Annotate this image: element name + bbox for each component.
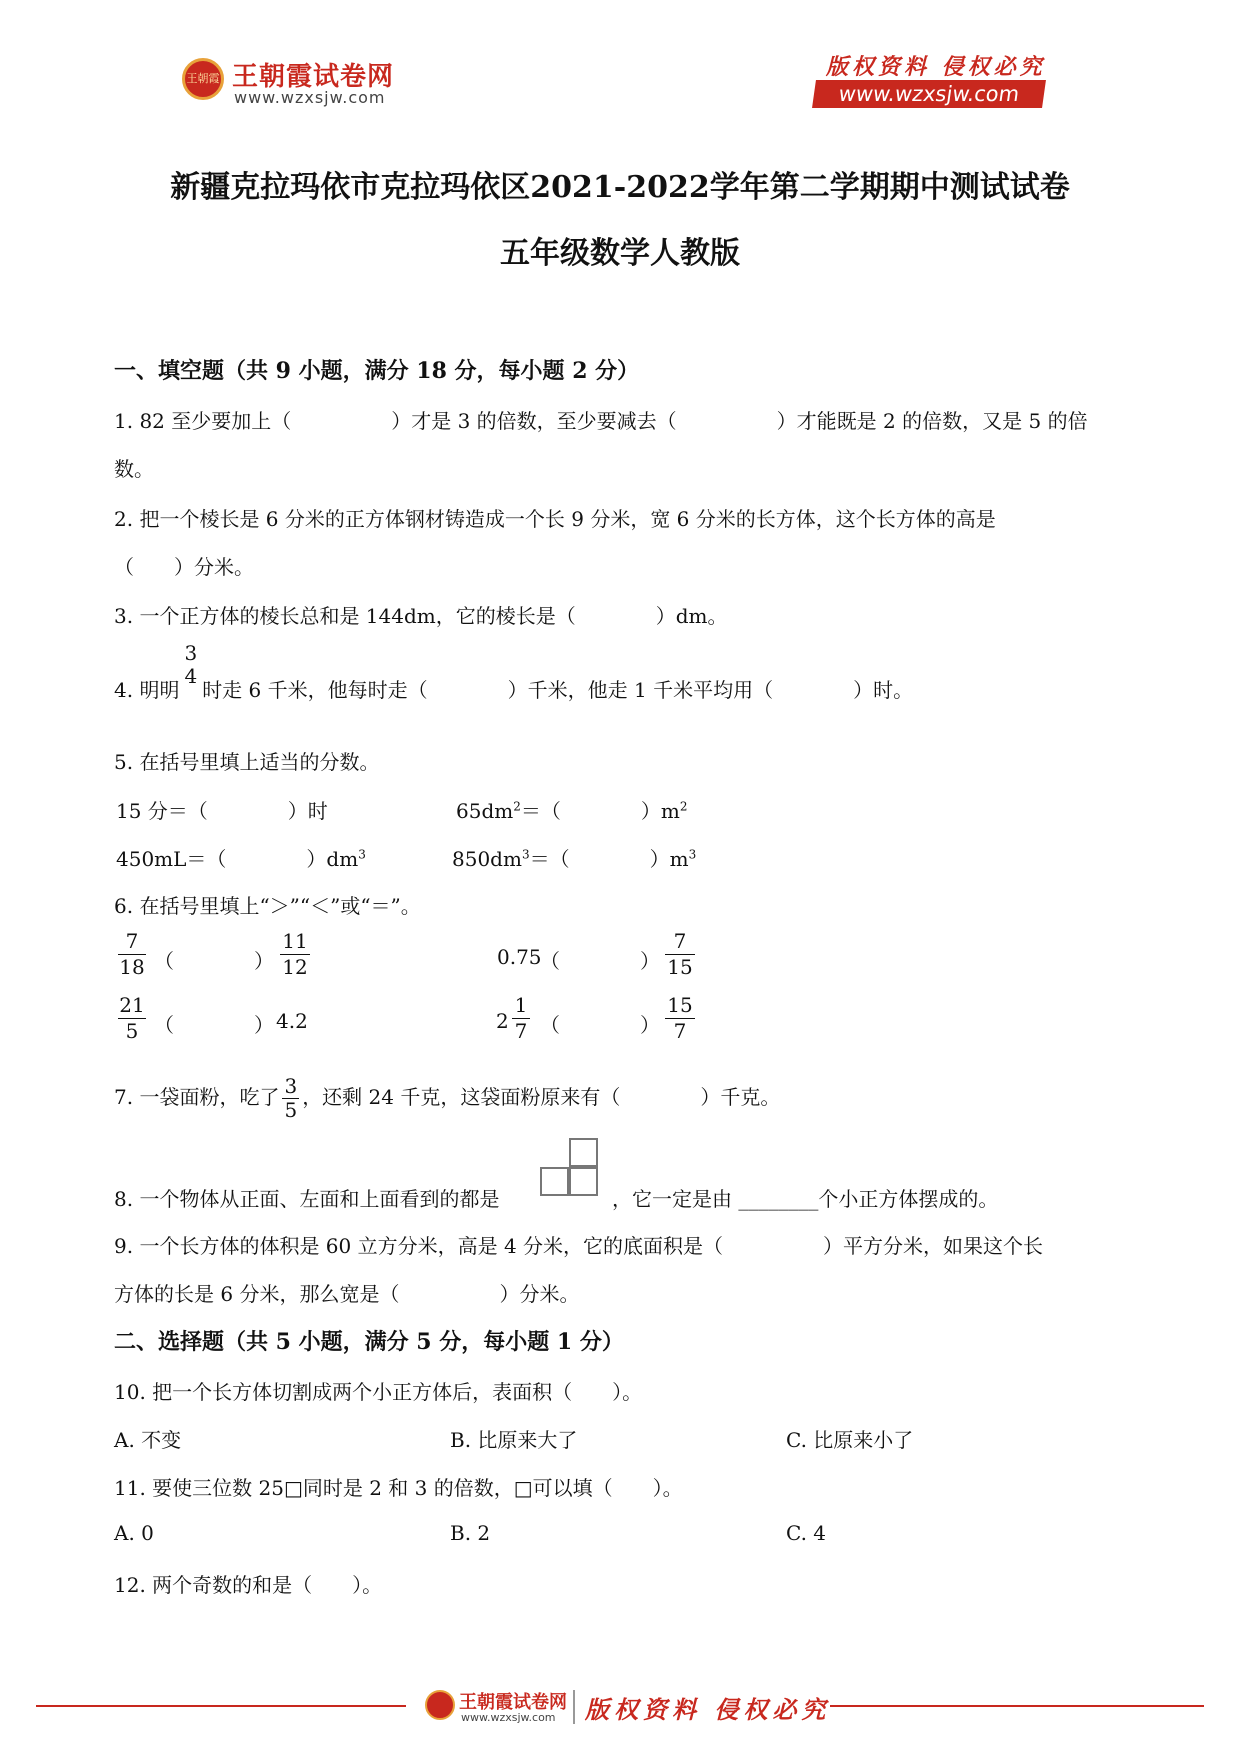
logo-name: 王朝霞试卷网 — [232, 62, 395, 92]
fraction-denominator: 15 — [665, 954, 695, 980]
logo-url: www.wzxsjw.com — [234, 88, 386, 107]
question-7-prefix: 7. 一袋面粉，吃了 — [114, 1085, 280, 1109]
footer-logo-url: www.wzxsjw.com — [461, 1711, 556, 1724]
logo-seal-icon: 王朝霞 — [182, 58, 224, 100]
view-square-bottom-left — [540, 1167, 569, 1196]
fraction-numerator: 1 — [514, 993, 528, 1017]
q11-option-c[interactable]: C. 4 — [786, 1521, 827, 1545]
q5-item-b — [456, 795, 687, 824]
q5-item-c-sup: 3 — [358, 847, 366, 862]
section-heading-choice: 二、选择题（共 5 小题，满分 5 分，每小题 1 分） — [114, 1329, 624, 1355]
question-5: 5. 在括号里填上适当的分数。 — [114, 750, 380, 774]
question-4-prefix: 4. 明明 — [114, 678, 180, 702]
fraction-denominator: 7 — [512, 1018, 530, 1044]
question-7 — [114, 1075, 780, 1122]
fraction-denominator: 5 — [118, 1018, 146, 1044]
fraction-numerator: 21 — [119, 993, 145, 1017]
fraction-denominator: 12 — [280, 954, 310, 980]
footer-rule-right — [830, 1705, 1204, 1707]
q5-item-b-pre: 65dm — [456, 799, 514, 823]
question-8-suffix: ，它一定是由 ________个小正方体摆成的。 — [612, 1187, 999, 1211]
q6-fraction-1-7 — [512, 993, 530, 1044]
footer-logo-name: 王朝霞试卷网 — [459, 1692, 567, 1713]
fraction-numerator: 11 — [282, 929, 308, 953]
three-view-figure — [540, 1138, 602, 1200]
question-8-prefix: 8. 一个物体从正面、左面和上面看到的都是 — [114, 1187, 500, 1211]
q5-item-d — [452, 843, 696, 872]
page-title: 新疆克拉玛依市克拉玛依区2021-2022学年第二学期期中测试试卷 — [170, 170, 1070, 205]
q6-blank-2[interactable]: （ ） — [540, 949, 660, 973]
question-4 — [114, 641, 914, 703]
q10-option-a[interactable]: A. 不变 — [114, 1428, 182, 1452]
view-square-bottom-right — [569, 1167, 598, 1196]
fraction-denominator: 5 — [284, 1098, 298, 1122]
q5-item-c — [116, 843, 366, 872]
question-6: 6. 在括号里填上“＞”“＜”或“＝”。 — [114, 894, 421, 918]
q11-option-a[interactable]: A. 0 — [114, 1521, 154, 1545]
fraction-denominator: 4 — [184, 664, 198, 688]
q10-option-b[interactable]: B. 比原来大了 — [450, 1428, 578, 1452]
q10-option-c[interactable]: C. 比原来小了 — [786, 1428, 914, 1452]
question-3: 3. 一个正方体的棱长总和是 144dm，它的棱长是（ ）dm。 — [114, 604, 728, 628]
page-subtitle: 五年级数学人教版 — [500, 236, 740, 271]
view-square-top — [569, 1138, 598, 1167]
copyright-text: 版权资料 侵权必究 — [826, 54, 1046, 80]
fraction-numerator: 7 — [673, 929, 687, 953]
q6-mixed-whole: 2 — [496, 1009, 509, 1033]
fraction-denominator: 18 — [119, 955, 145, 979]
q6-fraction-7-18 — [118, 929, 146, 980]
q6-blank-3[interactable]: （ ） — [154, 1013, 274, 1037]
fraction-denominator: 7 — [665, 1018, 695, 1044]
fraction — [182, 642, 199, 688]
question-11: 11. 要使三位数 25□同时是 2 和 3 的倍数，□可以填（ ）。 — [114, 1476, 683, 1500]
q5-item-d-pre: 850dm — [452, 847, 522, 871]
q5-item-c-pre: 450mL＝（ ）dm — [116, 847, 359, 871]
q6-blank-1[interactable]: （ ） — [154, 949, 274, 973]
q5-item-d-mid: ＝（ ）m — [529, 847, 689, 871]
q6-fraction-11-12 — [280, 929, 310, 980]
q6-fraction-21-5 — [118, 993, 146, 1044]
footer-logo-icon — [425, 1690, 455, 1720]
footer-copyright: 版权资料 侵权必究 — [585, 1695, 831, 1724]
q6-decimal-0-75: 0.75 — [497, 945, 542, 969]
footer-rule-left — [36, 1705, 406, 1707]
fraction-numerator: 7 — [125, 929, 139, 953]
fraction — [282, 1075, 299, 1122]
question-2-line2: （ ）分米。 — [114, 555, 254, 579]
section-heading-fill-blank: 一、填空题（共 9 小题，满分 18 分，每小题 2 分） — [114, 358, 640, 384]
question-4-suffix: 时走 6 千米，他每时走（ ）千米，他走 1 千米平均用（ ）时。 — [202, 678, 914, 702]
q5-item-a: 15 分＝（ ）时 — [116, 799, 328, 823]
q6-fraction-7-15 — [665, 929, 695, 980]
q5-item-d-sup2: 3 — [688, 847, 697, 862]
copyright-url: www.wzxsjw.com — [812, 80, 1046, 108]
question-9-line2: 方体的长是 6 分米，那么宽是（ ）分米。 — [114, 1282, 580, 1306]
q6-decimal-4-2: 4.2 — [276, 1009, 308, 1033]
question-1-line1: 1. 82 至少要加上（ ）才是 3 的倍数，至少要减去（ ）才能既是 2 的倍数，又是 5 的倍 — [114, 409, 1088, 433]
q6-fraction-15-7 — [665, 993, 695, 1044]
question-7-suffix: ，还剩 24 千克，这袋面粉原来有（ ）千克。 — [302, 1085, 781, 1109]
q5-item-b-sup: 2 — [513, 799, 521, 814]
question-10: 10. 把一个长方体切割成两个小正方体后，表面积（ ）。 — [114, 1380, 643, 1404]
fraction-numerator: 15 — [667, 993, 693, 1017]
q6-blank-4[interactable]: （ ） — [540, 1013, 660, 1037]
fraction-numerator: 3 — [284, 1074, 298, 1098]
question-12: 12. 两个奇数的和是（ ）。 — [114, 1573, 383, 1597]
question-2-line1: 2. 把一个棱长是 6 分米的正方体钢材铸造成一个长 9 分米，宽 6 分米的长方体，这个长方体的高是 — [114, 507, 996, 531]
q11-option-b[interactable]: B. 2 — [450, 1521, 491, 1545]
footer-divider — [573, 1690, 575, 1724]
question-1-line2: 数。 — [114, 457, 154, 481]
q5-item-b-sup2: 2 — [679, 799, 688, 814]
q5-item-b-mid: ＝（ ）m — [520, 799, 680, 823]
fraction-numerator: 3 — [184, 641, 198, 665]
question-9-line1: 9. 一个长方体的体积是 60 立方分米，高是 4 分米，它的底面积是（ ）平方分米，如果这个长 — [114, 1234, 1044, 1258]
q5-item-d-sup: 3 — [521, 847, 530, 862]
